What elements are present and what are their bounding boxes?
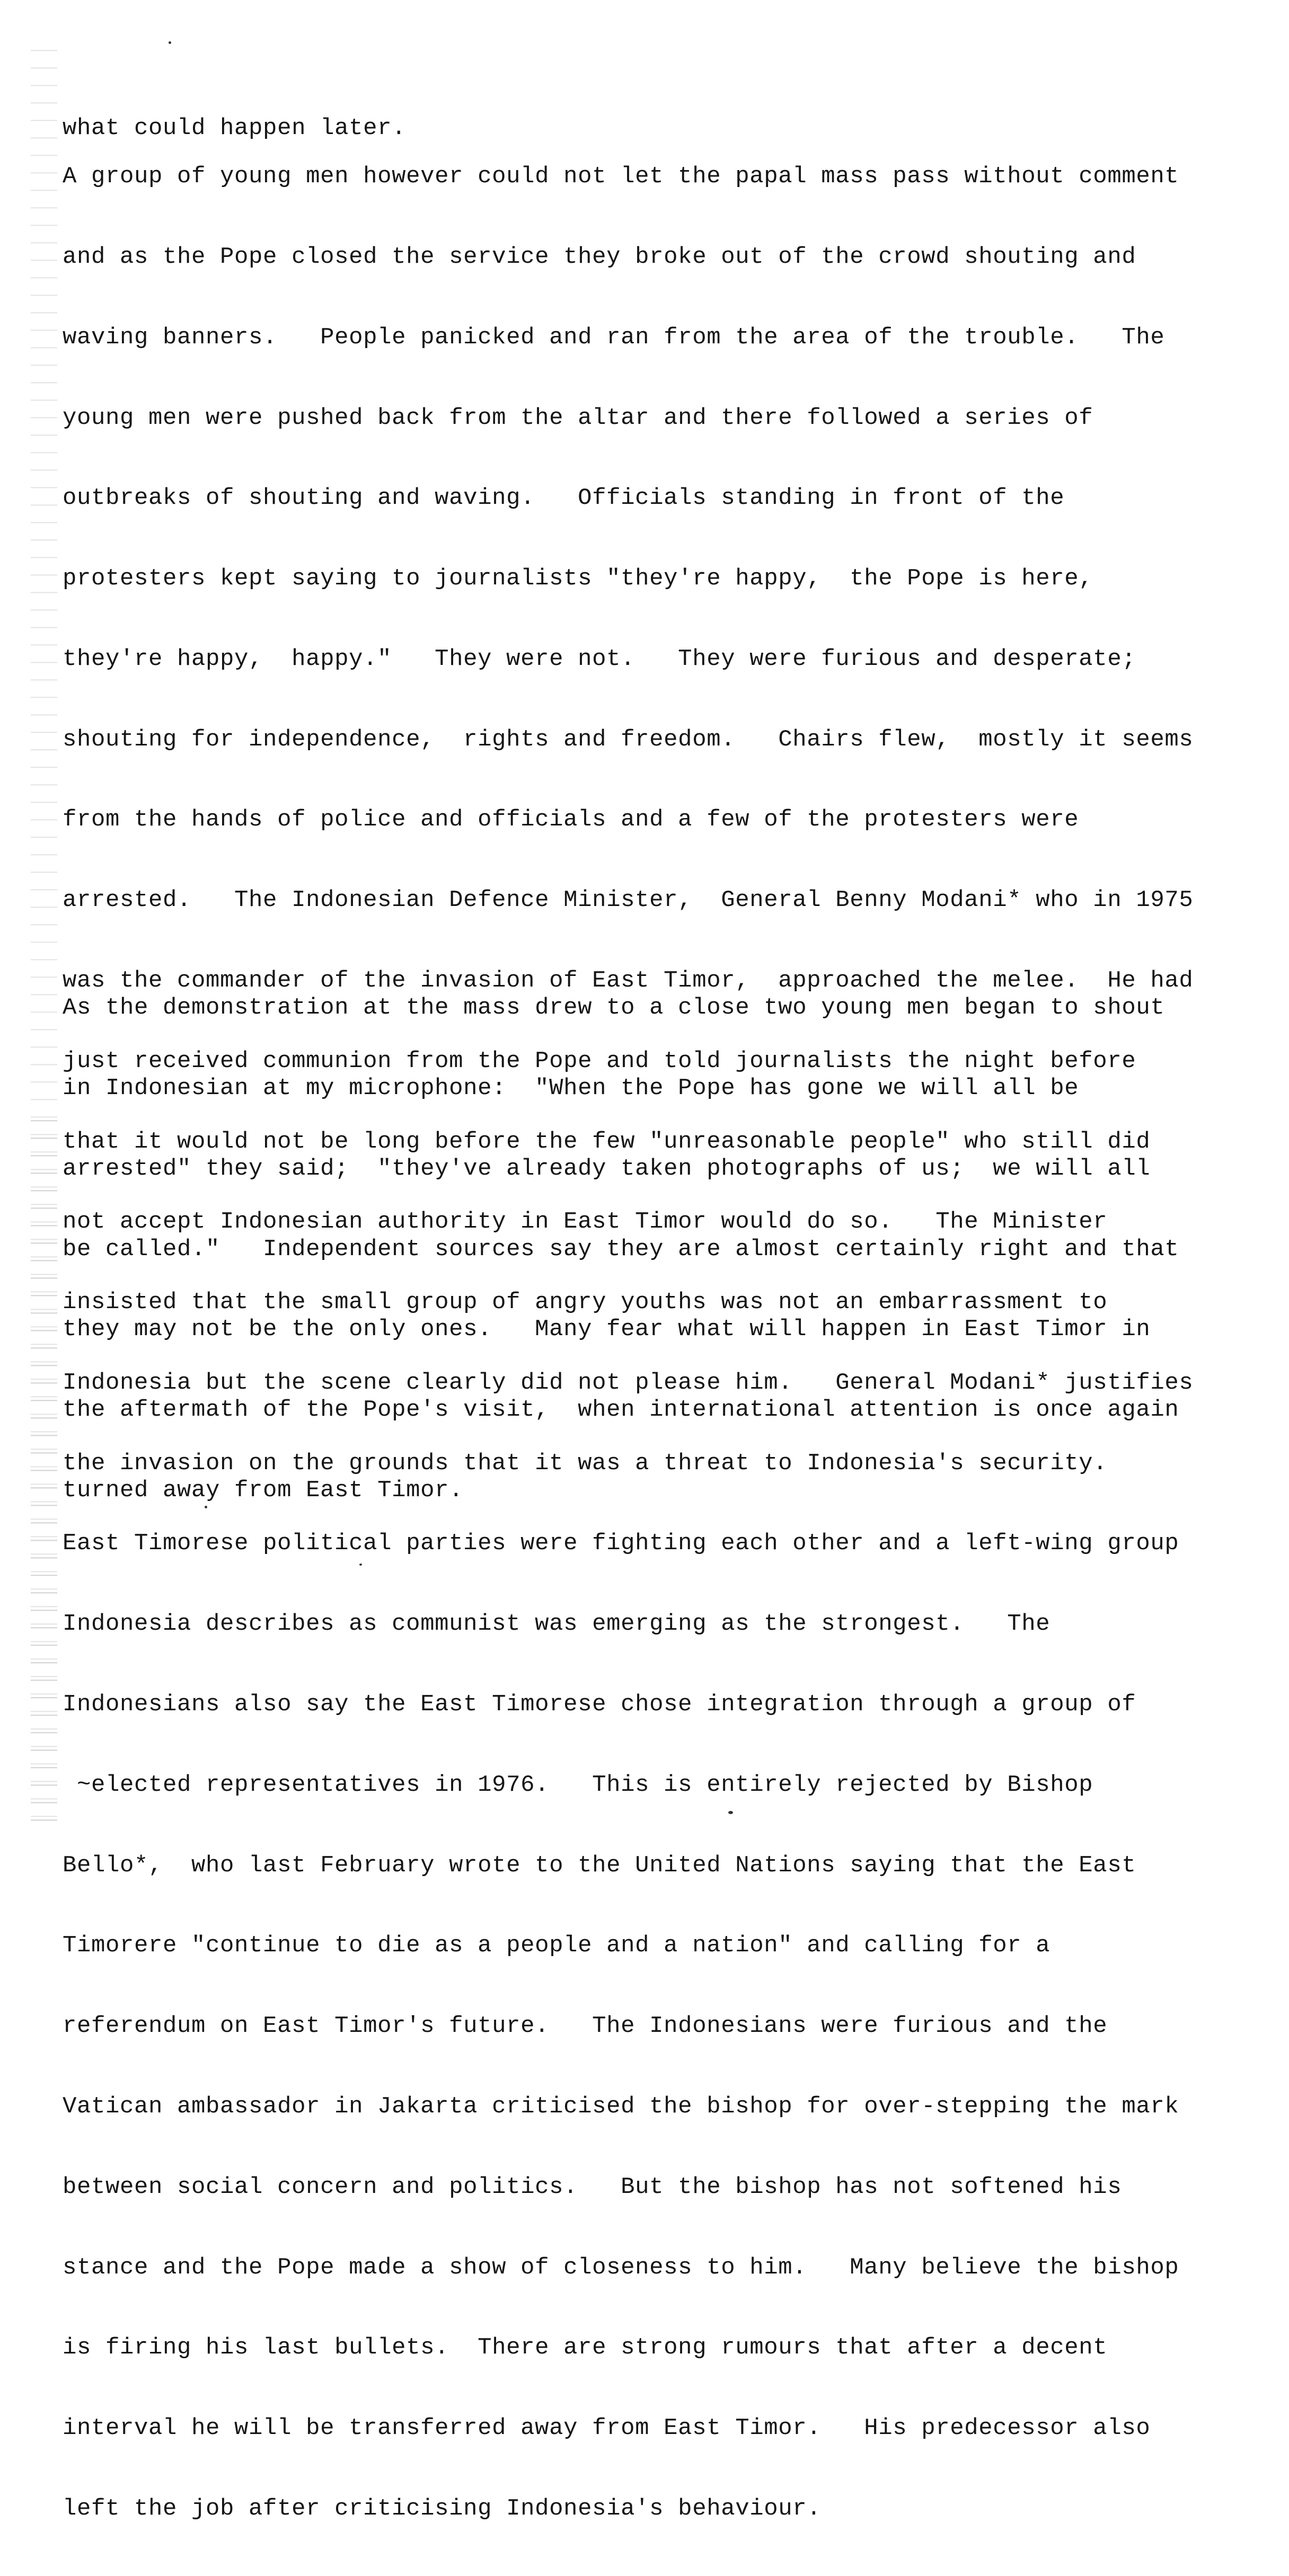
text-line: between social concern and politics. But the bishop has not softened his <box>63 2173 1122 2200</box>
text-line: Bello*, who last February wrote to the United Nations saying that the East <box>63 1852 1136 1879</box>
text-line: in Indonesian at my microphone: "When the Pope has gone we will all be <box>63 1074 1079 1102</box>
text-line: outbreaks of shouting and waving. Officials standing in front of the <box>63 485 1065 512</box>
text-line: shouting for independence, rights and freedom. Chairs flew, mostly it seems <box>63 726 1194 753</box>
text-line: they may not be the only ones. Many fear what will happen in East Timor in <box>63 1316 1151 1343</box>
scan-edge-marks-lower <box>31 1113 57 1833</box>
text-line: was the commander of the invasion of East Timor, approached the melee. He had <box>63 967 1194 994</box>
text-line: East Timorese political parties were fighting each other and a left-wing group <box>63 1530 1179 1557</box>
text-line: is firing his last bullets. There are strong rumours that after a decent <box>63 2334 1108 2361</box>
text-line: just received communion from the Pope and told journalists the night before <box>63 1047 1136 1074</box>
text-line: stance and the Pope made a show of closeness to him. Many believe the bishop <box>63 2254 1179 2281</box>
text-line: and as the Pope closed the service they broke out of the crowd shouting and <box>63 243 1136 270</box>
text-line: Indonesia describes as communist was emerging as the strongest. The <box>63 1611 1050 1638</box>
text-line: Indonesia but the scene clearly did not please him. General Modani* justifies <box>63 1369 1194 1396</box>
text-line: they're happy, happy." They were not. They were furious and desperate; <box>63 645 1136 672</box>
text-line: young men were pushed back from the altar and there followed a series of <box>63 404 1093 431</box>
text-line: ~elected representatives in 1976. This is entirely rejected by Bishop <box>63 1771 1093 1798</box>
text-line: interval he will be transferred away from East Timor. His predecessor also <box>63 2415 1151 2442</box>
text-line: referendum on East Timor's future. The Indonesians were furious and the <box>63 2013 1108 2040</box>
text-line: waving banners. People panicked and ran from the area of the trouble. The <box>63 324 1165 351</box>
text-line: Indonesians also say the East Timorese chose integration through a group of <box>63 1691 1136 1718</box>
text-line: insisted that the small group of angry youths was not an embarrassment to <box>63 1289 1108 1316</box>
text-line: the invasion on the grounds that it was a threat to Indonesia's security. <box>63 1450 1108 1477</box>
text-line: arrested" they said; "they've already taken photographs of us; we will all <box>63 1155 1151 1182</box>
text-line: Vatican ambassador in Jakarta criticised the bishop for over-stepping the mark <box>63 2093 1179 2120</box>
text-line: turned away from East Timor. <box>63 1477 464 1504</box>
text-line: left the job after criticising Indonesia's behaviour. <box>63 2495 822 2522</box>
text-line: Timorere "continue to die as a people and a nation" and calling for a <box>63 1932 1050 1959</box>
paragraph-2 <box>63 941 1260 1558</box>
text-line: the aftermath of the Pope's visit, when international attention is once again <box>63 1397 1179 1424</box>
text-line: A group of young men however could not let the papal mass pass without comment <box>63 163 1179 190</box>
scan-speck <box>169 41 171 44</box>
text-line: that it would not be long before the few "unreasonable people" who still did <box>63 1128 1151 1155</box>
text-line: from the hands of police and officials and a few of the protesters were <box>63 806 1079 833</box>
text-line: As the demonstration at the mass drew to a close two young men began to shout <box>63 994 1165 1021</box>
text-line: protesters kept saying to journalists "they're happy, the Pope is here, <box>63 565 1093 592</box>
text-line: be called." Independent sources say they are almost certainly right and that <box>63 1236 1179 1263</box>
text-line: not accept Indonesian authority in East Timor would do so. The Minister <box>63 1209 1108 1236</box>
text-line: what could happen later. <box>63 115 407 142</box>
text-line: arrested. The Indonesian Defence Minister, General Benny Modani* who in 1975 <box>63 887 1194 914</box>
